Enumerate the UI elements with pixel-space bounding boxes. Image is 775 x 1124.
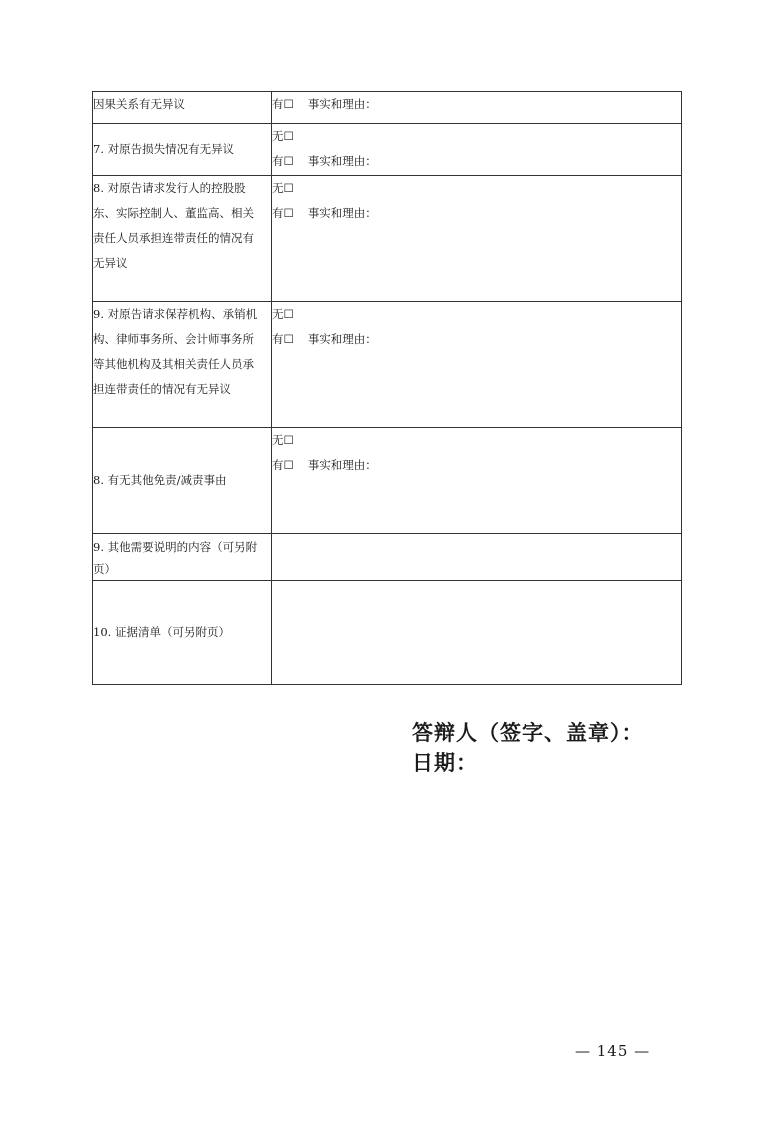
row-label-line: 无异议 xyxy=(93,256,128,270)
row-label-cell xyxy=(93,428,272,534)
option-line xyxy=(272,327,681,352)
option-line xyxy=(272,124,681,149)
row-label-line: 8. 对原告请求发行人的控股股 xyxy=(93,181,246,195)
row-label-line: 页） xyxy=(93,562,116,576)
table-row xyxy=(93,581,682,685)
row-answer-cell xyxy=(272,428,682,534)
table-row xyxy=(93,124,682,176)
option-line xyxy=(272,453,681,478)
option-line xyxy=(272,201,681,226)
row-label-cell xyxy=(93,534,272,581)
row-label-line: 东、实际控制人、董监高、相关 xyxy=(93,206,254,220)
checkbox-yes[interactable]: 有☐ xyxy=(272,458,294,472)
row-label-line: 9. 其他需要说明的内容（可另附 xyxy=(93,540,258,554)
row-label: 因果关系有无异议 xyxy=(93,97,185,111)
defense-form-table xyxy=(92,91,682,685)
checkbox-no[interactable]: 无☐ xyxy=(272,129,294,143)
checkbox-no[interactable]: 无☐ xyxy=(272,433,294,447)
row-answer-cell xyxy=(272,176,682,302)
checkbox-yes[interactable]: 有☐ xyxy=(272,154,294,168)
date-label: 日期： xyxy=(412,750,478,775)
table-row xyxy=(93,92,682,124)
table-row xyxy=(93,428,682,534)
option-line xyxy=(272,176,681,201)
row-label-line: 构、律师事务所、会计师事务所 xyxy=(93,332,254,346)
row-label: 8. 有无其他免责/减责事由 xyxy=(93,473,227,487)
row-label-line: 9. 对原告请求保荐机构、承销机 xyxy=(93,307,258,321)
table-row xyxy=(93,534,682,581)
checkbox-yes[interactable]: 有☐ xyxy=(272,332,294,346)
option-line xyxy=(272,428,681,453)
checkbox-yes[interactable]: 有☐ xyxy=(272,97,294,111)
row-label-cell xyxy=(93,581,272,685)
checkbox-yes[interactable]: 有☐ xyxy=(272,206,294,220)
facts-reasons-label: 事实和理由： xyxy=(307,97,377,111)
checkbox-no[interactable]: 无☐ xyxy=(272,181,294,195)
row-label-cell xyxy=(93,176,272,302)
row-answer-cell xyxy=(272,92,682,124)
row-label-cell xyxy=(93,124,272,176)
signer-label: 答辩人（签字、盖章）： xyxy=(412,720,644,745)
facts-reasons-label: 事实和理由： xyxy=(307,206,377,220)
table-row xyxy=(93,176,682,302)
page-number: — 145 — xyxy=(575,1042,651,1060)
row-label-cell xyxy=(93,302,272,428)
row-label-cell xyxy=(93,92,272,124)
facts-reasons-label: 事实和理由： xyxy=(307,154,377,168)
row-answer-cell xyxy=(272,124,682,176)
row-label-line: 担连带责任的情况有无异议 xyxy=(93,382,231,396)
row-answer-cell xyxy=(272,302,682,428)
row-answer-cell[interactable] xyxy=(272,581,682,685)
signature-block xyxy=(412,718,644,778)
facts-reasons-label: 事实和理由： xyxy=(307,332,377,346)
row-label-line: 等其他机构及其相关责任人员承 xyxy=(93,357,254,371)
option-line xyxy=(272,92,681,117)
row-label: 7. 对原告损失情况有无异议 xyxy=(93,142,235,156)
checkbox-no[interactable]: 无☐ xyxy=(272,307,294,321)
row-label-line: 责任人员承担连带责任的情况有 xyxy=(93,231,254,245)
option-line xyxy=(272,149,681,174)
row-answer-cell[interactable] xyxy=(272,534,682,581)
table-row xyxy=(93,302,682,428)
row-label: 10. 证据清单（可另附页） xyxy=(93,625,230,639)
facts-reasons-label: 事实和理由： xyxy=(307,458,377,472)
option-line xyxy=(272,302,681,327)
